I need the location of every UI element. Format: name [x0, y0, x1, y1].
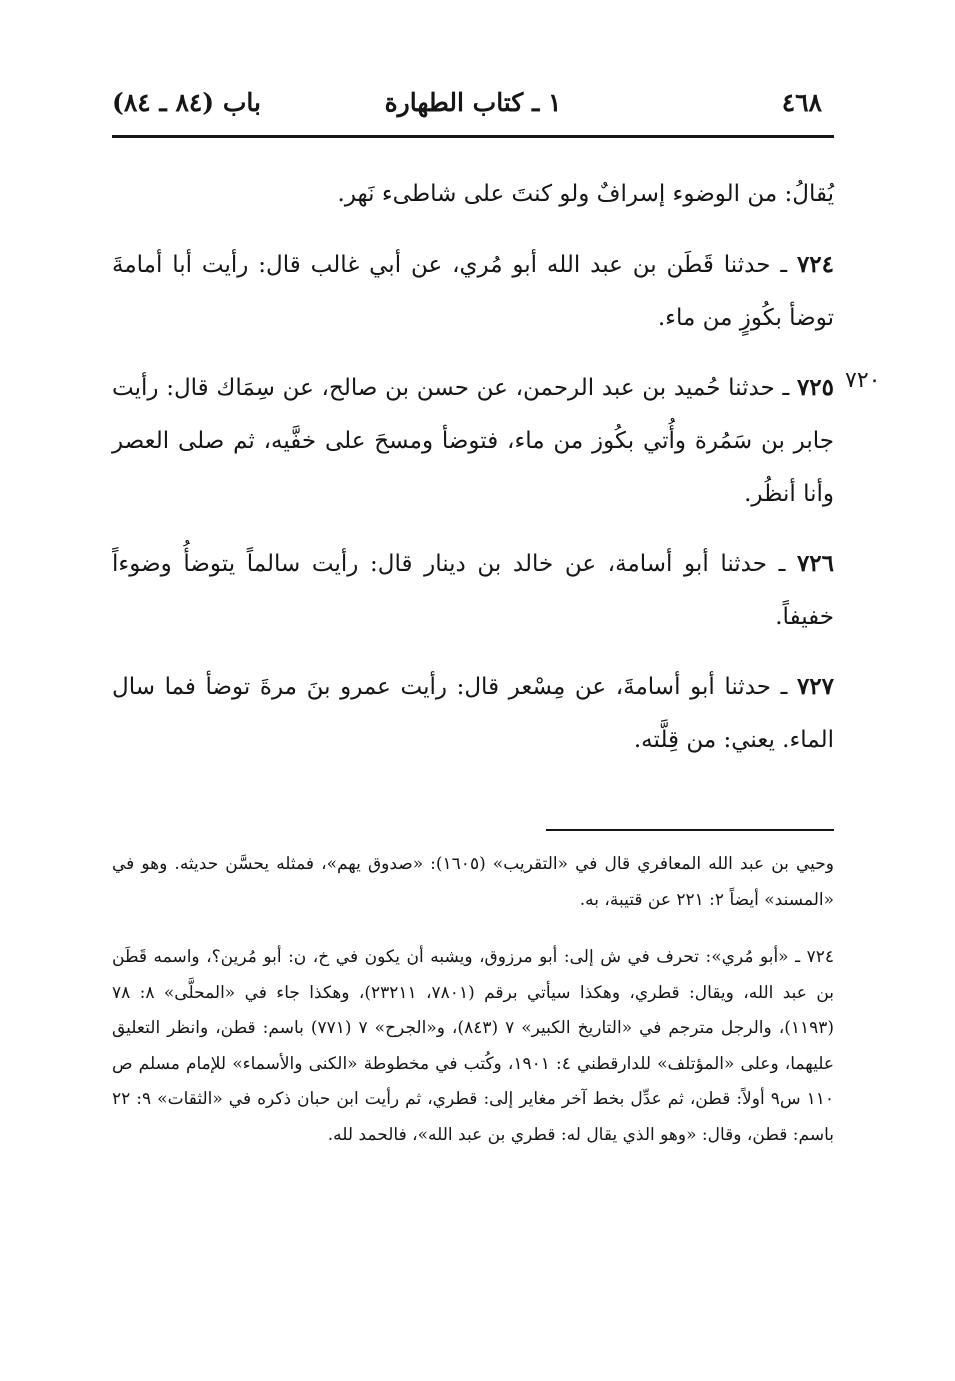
- opening-line: [112, 168, 834, 221]
- page-number: ٤٦٨: [781, 88, 822, 117]
- hadith-number: ٧٢٤: [796, 251, 835, 278]
- hadith-727: [112, 660, 834, 767]
- hadith-724: [112, 238, 834, 345]
- book-title: ١ ـ كتاب الطهارة: [384, 88, 562, 117]
- footnote-724: ٧٢٤ ـ «أبو مُري»: تحرف في ش إلى: أبو مرزوق، ويشبه أن يكون في خ، ن: أبو مُرين؟، واسمه قَطَن بن عبد الله، ويقال: قطري، وهكذا سيأتي برقم (٧٨٠١، ٢٣٢١١)، وهكذا جاء في «المحلَّى» ٨: ٧٨ (١١٩٣)، والرجل مترجم في «التاريخ الكبير» ٧ (٨٤٣)، و«الجرح» ٧ (٧٧١) باسم: قطن، وانظر التعليق عليهما، وعلى «المؤتلف» للدارقطني ٤: ١٩٠١، وكُتب في مخطوطة «الكنى والأسماء» للإمام مسلم ص ١١٠ س٩ أولاً: قطن، ثم عدِّل بخط آخر مغاير إلى: قطري، ثم رأيت ابن حبان ذكره في «الثقات» ٩: ٢٢ باسم: قطن، وقال: «وهو الذي يقال له: قطري بن عبد الله»، فالحمد لله.: [112, 947, 835, 1145]
- hadith-number: ٧٢٧: [796, 673, 834, 700]
- hadith-text: ـ حدثنا حُميد بن عبد الرحمن، عن حسن بن صالح، عن سِمَاك قال: رأيت جابر بن سَمُرة وأُتي بكُوز من ماء، فتوضأ ومسحَ على خفَّيه، ثم صلى العصر وأنا أنظُر.: [112, 375, 834, 507]
- hadith-number: ٧٢٦: [796, 550, 835, 577]
- opening-line-text: يُقالُ: من الوضوء إسرافٌ ولو كنتَ على شاطىء نَهر.: [337, 181, 834, 207]
- running-header: [112, 84, 834, 124]
- footnote-continuation: وحيي بن عبد الله المعافري قال في «التقريب» (١٦٠٥): «صدوق يهم»، فمثله يحسَّن حديثه. وهو في «المسند» أيضاً ٢: ٢٢١ عن قتيبة، به.: [112, 854, 834, 910]
- hadith-text: ـ حدثنا أبو أسامة، عن خالد بن دينار قال: رأيت سالماً يتوضأُ وضوءاً خفيفاً.: [112, 551, 834, 630]
- hadith-726: [112, 537, 834, 644]
- chapter-range: باب (٨٤ ـ ٨٤): [112, 88, 261, 117]
- hadith-text: ـ حدثنا أبو أسامةَ، عن مِسْعر قال: رأيت عمرو بنَ مرةَ توضأ فما سال الماء. يعني: من قِلَّته.: [112, 674, 834, 753]
- footnote-separator: [546, 829, 834, 831]
- hadith-text: ـ حدثنا قَطَن بن عبد الله أبو مُري، عن أبي غالب قال: رأيت أبا أمامةَ توضأ بكُوزٍ من ماء.: [112, 252, 834, 331]
- header-rule: [112, 135, 834, 138]
- hadith-number: ٧٢٥: [796, 374, 835, 401]
- hadith-725: [112, 361, 834, 521]
- margin-reference-number: ٧٢٠: [845, 368, 881, 393]
